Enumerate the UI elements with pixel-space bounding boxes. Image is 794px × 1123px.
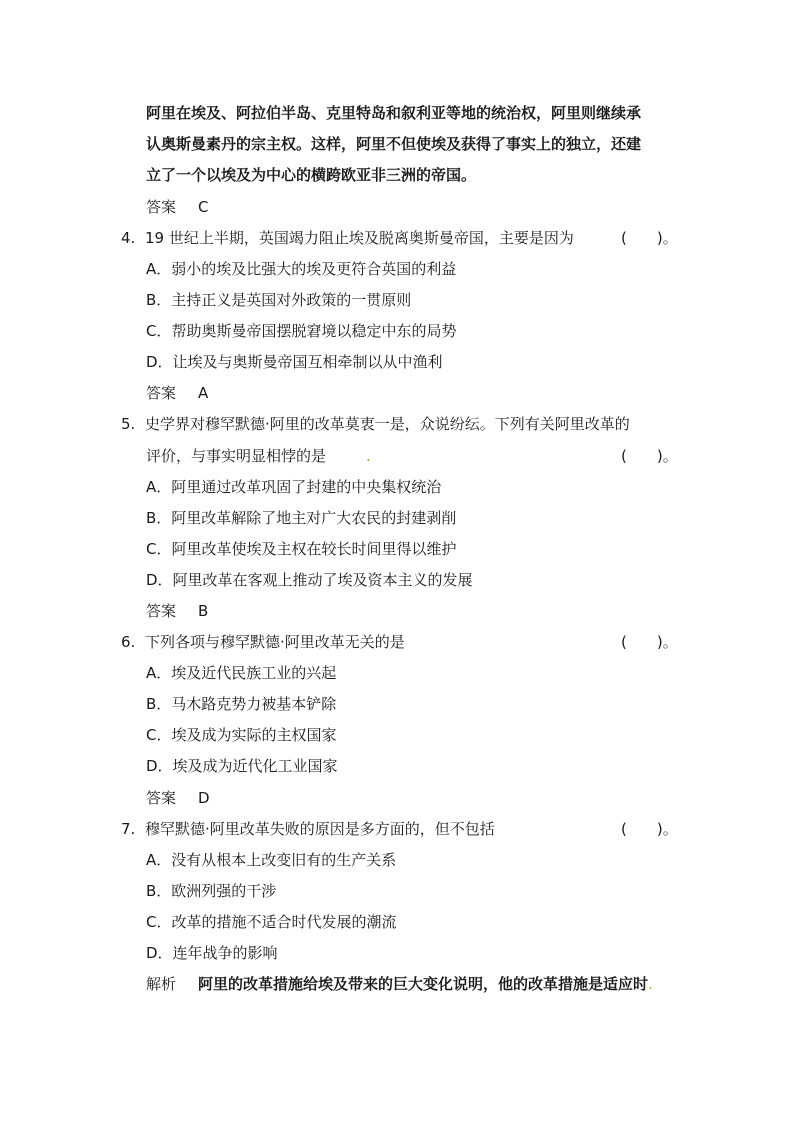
question-5-stem-line-1 [121, 414, 630, 434]
answer-row-q4 [146, 383, 208, 403]
answer-label: 答案 [146, 198, 177, 216]
question-7-option-a: A．没有从根本上改变旧有的生产关系 [146, 851, 397, 869]
answer-value: B [198, 602, 209, 620]
question-text: 下列各项与穆罕默德·阿里改革无关的是 [145, 633, 405, 651]
question-6-option-d: D．埃及成为近代化工业国家 [146, 757, 338, 775]
question-6-stem [121, 632, 405, 652]
question-4-option-c: C．帮助奥斯曼帝国摆脱窘境以稳定中东的局势 [146, 322, 457, 340]
answer-label: 答案 [146, 384, 177, 402]
question-5-stem-line-2 [146, 446, 371, 466]
question-5-option-c: C．阿里改革使埃及主权在较长时间里得以维护 [146, 540, 457, 558]
question-number: 7. [121, 820, 136, 838]
answer-label: 答案 [146, 602, 177, 620]
answer-bracket: ( )。 [621, 820, 678, 838]
question-5-option-d: D．阿里改革在客观上推动了埃及资本主义的发展 [146, 571, 473, 589]
answer-bracket: ( )。 [621, 229, 678, 247]
question-text: 史学界对穆罕默德·阿里的改革莫衷一是，众说纷纭。下列有关阿里改革的 [145, 415, 630, 433]
question-7-option-b: B．欧洲列强的干涉 [146, 882, 277, 900]
answer-label: 答案 [146, 789, 177, 807]
answer-value: C [198, 198, 209, 216]
question-7-stem [121, 819, 495, 839]
answer-row-q6 [146, 788, 210, 808]
question-number: 5. [121, 415, 136, 433]
question-text: 19 世纪上半期，英国竭力阻止埃及脱离奥斯曼帝国，主要是因为 [145, 229, 574, 247]
question-4-option-b: B．主持正义是英国对外政策的一贯原则 [146, 291, 412, 309]
intro-line-2: 认奥斯曼素丹的宗主权。这样，阿里不但使埃及获得了事实上的独立，还建 [146, 135, 642, 153]
question-text: 评价，与事实明显相悖的是 [146, 447, 327, 465]
analysis-text: 阿里的改革措施给埃及带来的巨大变化说明，他的改革措施是适应时 [198, 975, 649, 993]
question-7-option-c: C．改革的措施不适合时代发展的潮流 [146, 913, 397, 931]
question-4-option-a: A．弱小的埃及比强大的埃及更符合英国的利益 [146, 260, 457, 278]
answer-value: A [198, 384, 209, 402]
intro-line-1: 阿里在埃及、阿拉伯半岛、克里特岛和叙利亚等地的统治权，阿里则继续承 [146, 104, 642, 122]
question-6-option-b: B．马木路克势力被基本铲除 [146, 695, 337, 713]
answer-value: D [198, 789, 210, 807]
question-6-option-c: C．埃及成为实际的主权国家 [146, 726, 337, 744]
answer-row-q5 [146, 601, 208, 621]
analysis-label: 解析 [146, 975, 177, 993]
intro-line-3: 立了一个以埃及为中心的横跨欧亚非三洲的帝国。 [146, 166, 477, 184]
question-6-option-a: A．埃及近代民族工业的兴起 [146, 664, 337, 682]
question-number: 6. [121, 633, 136, 651]
question-4-option-d: D．让埃及与奥斯曼帝国互相牵制以从中渔利 [146, 353, 443, 371]
question-4-stem [121, 228, 574, 248]
question-5-option-b: B．阿里改革解除了地主对广大农民的封建剥削 [146, 509, 457, 527]
question-7-option-d: D．连年战争的影响 [146, 944, 278, 962]
question-number: 4. [121, 229, 136, 247]
question-5-option-a: A．阿里通过改革巩固了封建的中央集权统治 [146, 478, 442, 496]
mark-dot: . [648, 975, 653, 993]
question-text: 穆罕默德·阿里改革失败的原因是多方面的，但不包括 [145, 820, 495, 838]
analysis-row-q7 [146, 974, 653, 994]
mark-dot: . [366, 447, 371, 465]
answer-row-q3 [146, 197, 208, 217]
answer-bracket: ( )。 [621, 633, 678, 651]
answer-bracket: ( )。 [621, 447, 678, 465]
